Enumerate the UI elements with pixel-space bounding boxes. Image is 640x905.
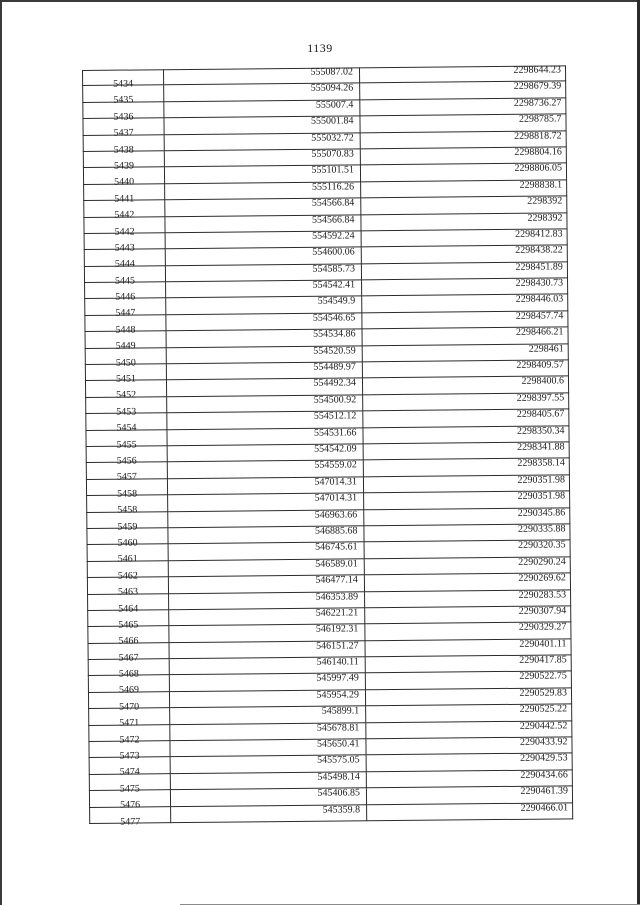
point-id-cell [86,512,168,533]
northing-value: 2298350.34 [516,424,565,437]
northing-cell [367,803,573,821]
easting-value: 546140.11 [316,656,359,668]
easting-value: 554500.92 [313,394,357,406]
easting-value: 547014.31 [314,476,358,488]
northing-value: 2298400.6 [521,375,565,388]
easting-value: 545997.49 [316,672,359,685]
easting-value: 554489.97 [313,361,356,373]
point-id-value: 5464 [118,602,139,615]
point-id-value: 5463 [117,586,139,598]
point-id-value: 5442 [114,226,135,238]
northing-value: 2290401.11 [519,638,567,650]
northing-value: 2298430.73 [515,277,564,289]
easting-value: 554549.9 [317,295,356,308]
point-id-cell [85,413,167,434]
northing-value: 2290522.75 [519,670,567,683]
scan-border-left [0,0,2,905]
point-id-cell [83,217,165,238]
point-id-value: 5440 [114,176,135,189]
easting-value: 546353.89 [315,590,359,603]
point-id-cell [87,626,169,647]
northing-value: 2298392 [527,195,563,207]
point-id-cell [83,135,165,156]
point-id-value: 5473 [119,750,140,762]
point-id-value: 5470 [119,701,140,713]
easting-value: 546221.21 [315,607,359,619]
northing-value: 2298446.03 [515,293,564,306]
northing-value: 2298358.14 [517,457,565,470]
northing-value: 2290466.01 [520,801,569,814]
point-id-value: 5448 [115,324,136,336]
easting-value: 554492.34 [313,377,357,390]
northing-value: 2290320.35 [518,539,566,552]
easting-value: 554585.73 [312,263,355,275]
point-id-value: 5477 [120,816,141,828]
point-id-value: 5447 [115,307,136,320]
point-id-cell [88,643,170,664]
northing-value: 2298457.74 [515,310,564,322]
point-id-cell [86,528,168,549]
point-id-cell [86,446,168,467]
easting-value: 546745.61 [315,541,358,554]
easting-value: 545678.81 [316,721,360,734]
northing-value: 2290290.24 [518,556,566,568]
northing-value: 2290329.27 [518,621,567,634]
point-id-value: 5475 [119,783,140,795]
point-id-cell [88,692,170,713]
point-id-value: 5455 [116,439,137,451]
table-row [89,801,573,828]
point-id-cell [85,397,167,418]
point-id-cell [87,545,169,566]
point-id-cell [82,118,164,139]
easting-value: 545406.85 [317,787,361,799]
point-id-cell [85,430,167,451]
easting-value: 554600.06 [312,246,355,259]
point-id-value: 5459 [117,521,138,533]
easting-value: 554512.12 [313,410,357,422]
easting-value: 554534.86 [312,328,356,341]
point-id-value: 5438 [113,144,134,156]
point-id-cell [82,69,164,90]
northing-value: 2290283.53 [518,588,567,601]
easting-value: 546963.66 [314,508,358,521]
point-id-cell [89,790,171,811]
northing-value: 2290335.88 [517,523,566,535]
point-id-cell [85,381,167,402]
point-id-cell [88,708,170,729]
northing-value: 2298736.27 [513,97,562,109]
point-id-value: 5445 [114,275,136,287]
point-id-value: 5451 [115,373,137,385]
point-id-value: 5444 [114,258,135,270]
point-id-value: 5458 [117,504,138,516]
point-id-cell [86,495,168,516]
easting-value: 545650.41 [316,738,360,750]
easting-value: 555007.4 [315,99,354,111]
northing-value: 2290307.94 [518,605,567,617]
point-id-value: 5467 [118,652,139,664]
easting-value: 555116.26 [311,181,355,193]
point-id-cell [84,233,166,254]
point-id-value: 5454 [116,422,137,434]
northing-value: 2298397.55 [516,392,565,404]
northing-value: 2298392 [527,211,563,224]
northing-value: 2298438.22 [515,244,563,257]
point-id-value: 5452 [116,389,137,402]
scan-border-top [0,0,640,2]
coordinates-table [82,65,573,840]
point-id-cell [85,331,167,352]
easting-value: 555087.02 [310,66,354,78]
easting-value: 545498.14 [317,771,360,783]
point-id-cell [84,299,166,320]
point-id-value: 5453 [116,406,137,418]
easting-value: 554566.84 [311,197,355,209]
easting-value: 546885.68 [314,525,358,537]
easting-value: 555032.72 [311,131,354,144]
northing-value: 2290434.66 [520,769,568,781]
point-id-cell [85,364,167,385]
point-id-cell [85,348,167,369]
northing-value: 2298466.21 [515,326,564,339]
northing-value: 2290433.92 [519,736,568,748]
point-id-cell [86,479,168,500]
point-id-value: 5471 [119,717,140,729]
point-id-value: 5436 [113,111,134,123]
point-id-value: 5476 [120,799,141,811]
northing-value: 2298409.57 [516,359,564,371]
easting-value: 554592.24 [312,230,355,242]
point-id-value: 5469 [118,684,140,697]
northing-value: 2298818.72 [514,129,562,142]
easting-value: 546477.14 [315,574,358,586]
easting-value: 546192.31 [315,623,359,636]
point-id-cell [88,741,170,762]
northing-value: 2298679.39 [513,80,562,93]
easting-value: 554566.84 [311,213,355,226]
point-id-cell [83,184,165,205]
easting-value: 554546.65 [312,312,356,324]
easting-value: 554542.09 [314,443,357,455]
northing-value: 2298838.1 [519,179,563,191]
northing-value: 2290442.52 [519,719,568,732]
point-id-cell [82,102,164,123]
point-id-cell [84,282,166,303]
point-id-cell [86,463,168,484]
point-id-cell [87,577,169,598]
northing-value: 2298461 [528,343,564,355]
northing-value: 2290351.98 [517,490,566,502]
point-id-value: 5446 [115,291,136,303]
point-id-cell [88,659,170,680]
page-number: 1139 [307,41,333,55]
easting-value: 554542.41 [312,279,356,291]
point-id-cell [84,266,166,287]
point-id-cell [89,774,171,795]
point-id-value: 5443 [114,242,135,254]
northing-value: 2298405.67 [516,408,565,421]
northing-value: 2290461.39 [520,785,568,798]
point-id-value: 5472 [119,734,140,746]
point-id-value: 5468 [118,668,139,680]
point-id-cell [88,725,170,746]
northing-value: 2298412.83 [515,228,563,240]
point-id-value: 5474 [119,766,140,779]
point-id-value: 5456 [116,455,137,467]
point-id-value: 5462 [117,570,138,582]
easting-value: 546589.01 [315,558,358,570]
point-id-cell [89,807,171,828]
northing-value: 2298644.23 [513,64,562,76]
point-id-value: 5460 [117,537,138,549]
point-id-value: 5434 [113,78,134,90]
easting-value: 555070.83 [311,148,354,160]
point-id-value: 5437 [113,127,134,139]
point-id-cell [83,151,165,172]
point-id-cell [87,561,169,582]
easting-cell [171,805,367,823]
northing-value: 2290269.62 [518,572,566,584]
northing-value: 2298341.88 [517,441,565,453]
point-id-cell [88,676,170,697]
point-id-value: 5449 [115,340,136,352]
easting-value: 555001.84 [310,115,354,127]
easting-value: 554520.59 [313,345,356,357]
point-id-cell [83,168,165,189]
northing-value: 2298785.7 [518,113,562,125]
northing-value: 2290529.83 [519,687,568,699]
point-id-value: 5458 [117,488,138,500]
northing-value: 2290429.53 [520,752,568,765]
point-id-cell [87,594,169,615]
point-id-value: 5457 [116,471,137,484]
easting-value: 554559.02 [314,459,357,472]
easting-value: 546151.27 [315,640,359,652]
easting-value: 545575.05 [317,754,360,767]
easting-value: 555101.51 [311,164,355,177]
point-id-value: 5465 [118,619,139,631]
point-id-value: 5439 [113,160,134,172]
easting-value: 554531.66 [313,426,357,439]
point-id-cell [84,315,166,336]
easting-value: 545954.29 [316,689,360,701]
northing-value: 2298451.89 [515,261,563,273]
easting-value: 545899.1 [321,705,360,717]
northing-value: 2290525.22 [519,703,568,716]
point-id-value: 5435 [113,94,134,107]
point-id-value: 5442 [114,209,135,221]
point-id-value: 5450 [115,357,136,369]
point-id-cell [89,758,171,779]
point-id-value: 5466 [118,635,139,647]
northing-value: 2290345.86 [517,506,566,519]
northing-value: 2298806.05 [514,162,563,175]
easting-value: 547014.31 [314,492,358,504]
point-id-value: 5441 [114,193,135,205]
easting-value: 545359.8 [322,803,361,816]
point-id-cell [83,200,165,221]
point-id-value: 5461 [117,553,138,566]
point-id-cell [82,86,164,107]
easting-value: 555094.26 [310,82,354,95]
northing-value: 2298804.16 [514,146,562,158]
northing-value: 2290351.98 [517,474,566,486]
point-id-cell [84,250,166,270]
northing-value: 2290417.85 [519,654,567,666]
point-id-cell [87,610,169,631]
